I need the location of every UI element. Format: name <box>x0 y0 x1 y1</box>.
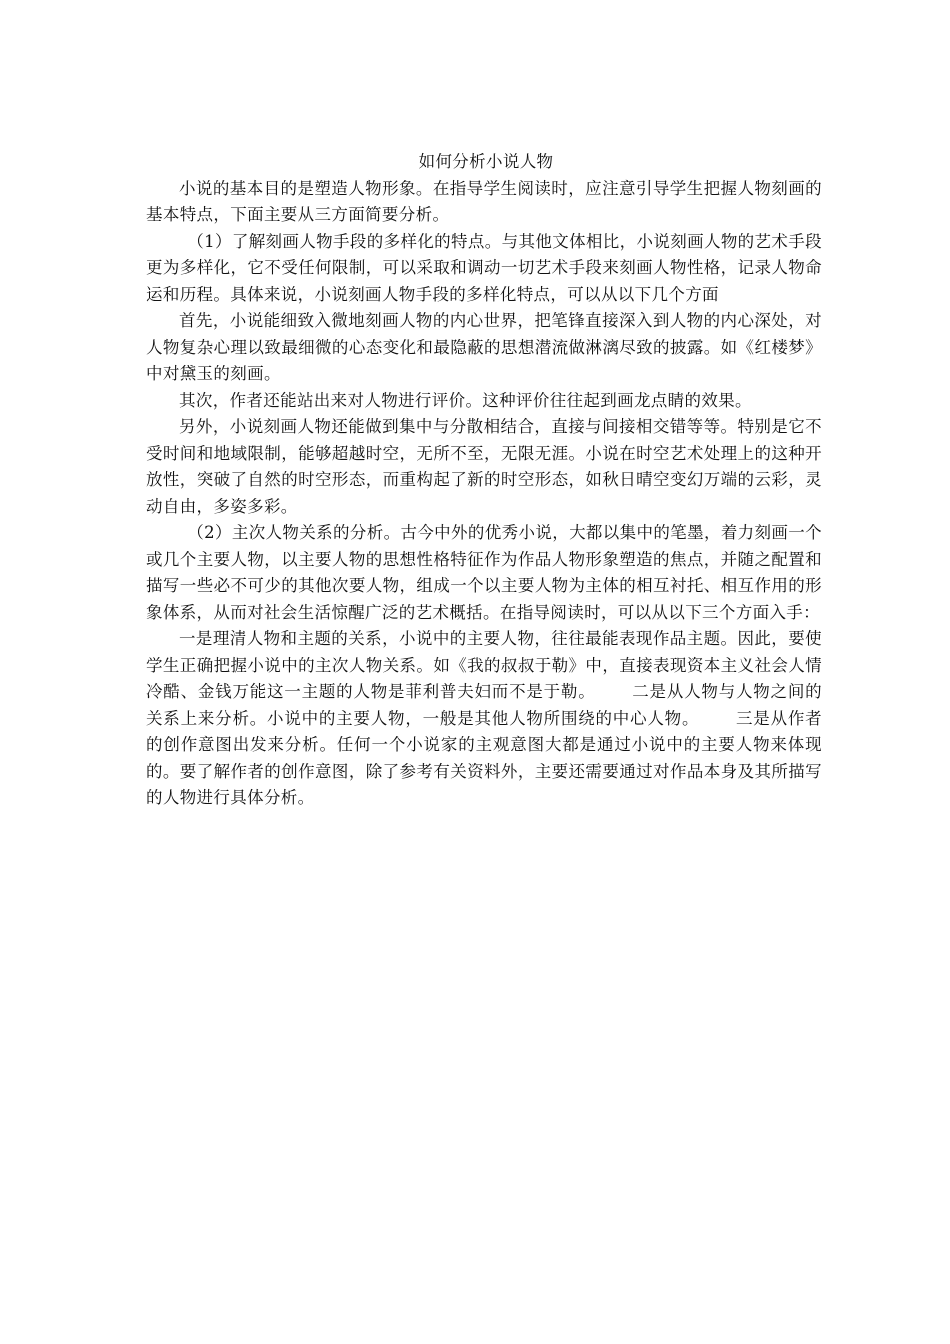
paragraph-section-2: （2）主次人物关系的分析。古今中外的优秀小说，大都以集中的笔墨，着力刻画一个或几个主要人物，以主要人物的思想性格特征作为作品人物形象塑造的焦点，并随之配置和描写一些必不可少的其他次要人物，组成一个以主要人物为主体的相互衬托、相互作用的形象体系，从而对社会生活惊醒广泛的艺术概括。在指导阅读时，可以从以下三个方面入手： <box>146 523 822 622</box>
paragraph-second-point: 其次，作者还能站出来对人物进行评价。这种评价往往起到画龙点睛的效果。 <box>179 390 752 410</box>
paragraph-section-1: （1）了解刻画人物手段的多样化的特点。与其他文体相比，小说刻画人物的艺术手段更为多样化，它不受任何限制，可以采取和调动一切艺术手段来刻画人物性格，记录人物命运和历程。具体来说，小说刻画人物手段的多样化特点，可以从以下几个方面 <box>146 231 822 304</box>
paragraph-final <box>146 626 822 812</box>
final-part-two: 二是从人物与人物之间的关系上来分析。小说中的主要人物，一般是其他人物所围绕的中心人物。 <box>146 682 822 728</box>
paragraph-first-point: 首先，小说能细致入微地刻画人物的内心世界，把笔锋直接深入到人物的内心深处，对人物复杂心理以致最细微的心态变化和最隐蔽的思想潜流做淋漓尽致的披露。如《红楼梦》中对黛玉的刻画。 <box>146 311 822 383</box>
paragraph-intro: 小说的基本目的是塑造人物形象。在指导学生阅读时，应注意引导学生把握人物刻画的基本特点，下面主要从三方面简要分析。 <box>146 178 822 224</box>
document-title: 如何分析小说人物 <box>418 152 554 171</box>
paragraph-third-point: 另外，小说刻画人物还能做到集中与分散相结合，直接与间接相交错等等。特别是它不受时间和地域限制，能够超越时空，无所不至，无限无涯。小说在时空艺术处理上的这种开放性，突破了自然的时空形态，而重构起了新的时空形态，如秋日晴空变幻万端的云彩，灵动自由，多姿多彩。 <box>146 417 822 516</box>
final-part-one: 一是理清人物和主题的关系，小说中的主要人物，往往最能表现作品主题。因此，要使学生正确把握小说中的主次人物关系。如《我的叔叔于勒》中，直接表现资本主义社会人情冷酷、金钱万能这一主题的人物是菲利普夫妇而不是于勒。 <box>146 629 822 701</box>
final-part-three: 三是从作者的创作意图出发来分析。任何一个小说家的主观意图大都是通过小说中的主要人物来体现的。要了解作者的创作意图，除了参考有关资料外，主要还需要通过对作品本身及其所描写的人物进行具体分析。 <box>146 708 823 807</box>
document-body <box>146 149 822 812</box>
